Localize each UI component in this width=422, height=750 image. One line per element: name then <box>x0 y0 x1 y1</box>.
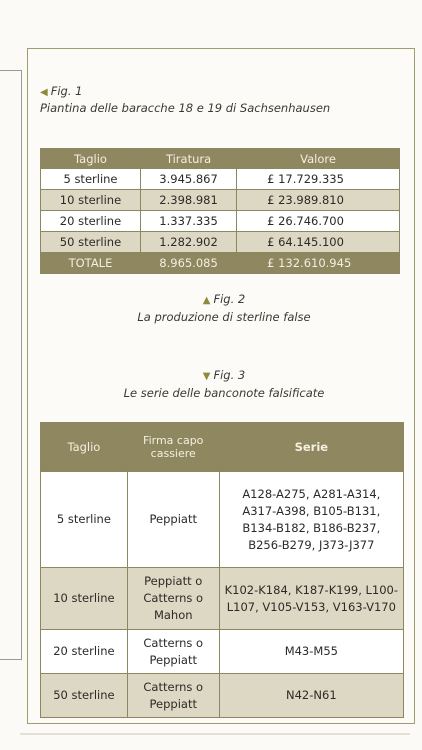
cell-taglio: 5 sterline <box>41 472 128 568</box>
cell-taglio: 20 sterline <box>41 211 141 232</box>
table-row <box>41 674 404 718</box>
bottom-divider <box>20 733 410 735</box>
header-serie: Serie <box>219 423 403 472</box>
cell-taglio: 20 sterline <box>41 630 128 674</box>
cell-valore: £ 26.746.700 <box>237 211 400 232</box>
fig2-caption: La produzione di sterline false <box>137 310 311 324</box>
cell-tiratura: 3.945.867 <box>140 169 236 190</box>
production-table <box>40 148 400 274</box>
cell-valore: £ 17.729.335 <box>237 169 400 190</box>
table-row <box>41 169 400 190</box>
cell-firma: Peppiatt <box>127 472 219 568</box>
cell-tiratura: 1.282.902 <box>140 232 236 253</box>
header-taglio: Taglio <box>41 149 141 169</box>
table-header-row <box>41 423 404 472</box>
table-row <box>41 211 400 232</box>
arrow-up-icon: ▲ <box>202 295 211 306</box>
cell-taglio: 50 sterline <box>41 232 141 253</box>
table-row <box>41 190 400 211</box>
cell-serie: K102-K184, K187-K199, L100-L107, V105-V153, V163-V170 <box>219 568 403 630</box>
header-firma: Firma capo cassiere <box>127 423 219 472</box>
cell-serie: N42-N61 <box>219 674 403 718</box>
table-row <box>41 232 400 253</box>
fig3-caption: Le serie delle banconote falsificate <box>123 386 325 400</box>
fig1-caption: Piantina delle baracche 18 e 19 di Sachsenhausen <box>40 101 331 115</box>
cell-total-label: TOTALE <box>41 253 141 274</box>
cell-taglio: 10 sterline <box>41 190 141 211</box>
cell-taglio: 50 sterline <box>41 674 128 718</box>
cell-firma: Catterns o Peppiatt <box>127 630 219 674</box>
table-row <box>41 568 404 630</box>
fig3-label <box>30 368 418 382</box>
cell-firma: Catterns o Peppiatt <box>127 674 219 718</box>
fig1-label <box>40 84 82 98</box>
header-taglio: Taglio <box>41 423 128 472</box>
header-tiratura: Tiratura <box>140 149 236 169</box>
fig1-label-text: Fig. 1 <box>50 84 83 98</box>
left-panel-edge <box>0 70 22 660</box>
table-header-row <box>41 149 400 169</box>
header-valore: Valore <box>237 149 400 169</box>
fig2-label-text: Fig. 2 <box>213 292 246 306</box>
fig3-label-text: Fig. 3 <box>213 368 246 382</box>
table-row <box>41 630 404 674</box>
arrow-left-icon: ◀ <box>40 87 48 98</box>
series-table <box>40 422 404 718</box>
fig2-label <box>30 292 418 306</box>
cell-total-tiratura: 8.965.085 <box>140 253 236 274</box>
table-row <box>41 472 404 568</box>
cell-tiratura: 2.398.981 <box>140 190 236 211</box>
cell-firma: Peppiatt o Catterns o Mahon <box>127 568 219 630</box>
arrow-down-icon: ▼ <box>202 371 211 382</box>
cell-valore: £ 64.145.100 <box>237 232 400 253</box>
cell-tiratura: 1.337.335 <box>140 211 236 232</box>
cell-valore: £ 23.989.810 <box>237 190 400 211</box>
cell-taglio: 10 sterline <box>41 568 128 630</box>
cell-taglio: 5 sterline <box>41 169 141 190</box>
cell-serie: A128-A275, A281-A314, A317-A398, B105-B131, B134-B182, B186-B237, B256-B279, J373-J377 <box>219 472 403 568</box>
cell-serie: M43-M55 <box>219 630 403 674</box>
table-total-row <box>41 253 400 274</box>
cell-total-valore: £ 132.610.945 <box>237 253 400 274</box>
